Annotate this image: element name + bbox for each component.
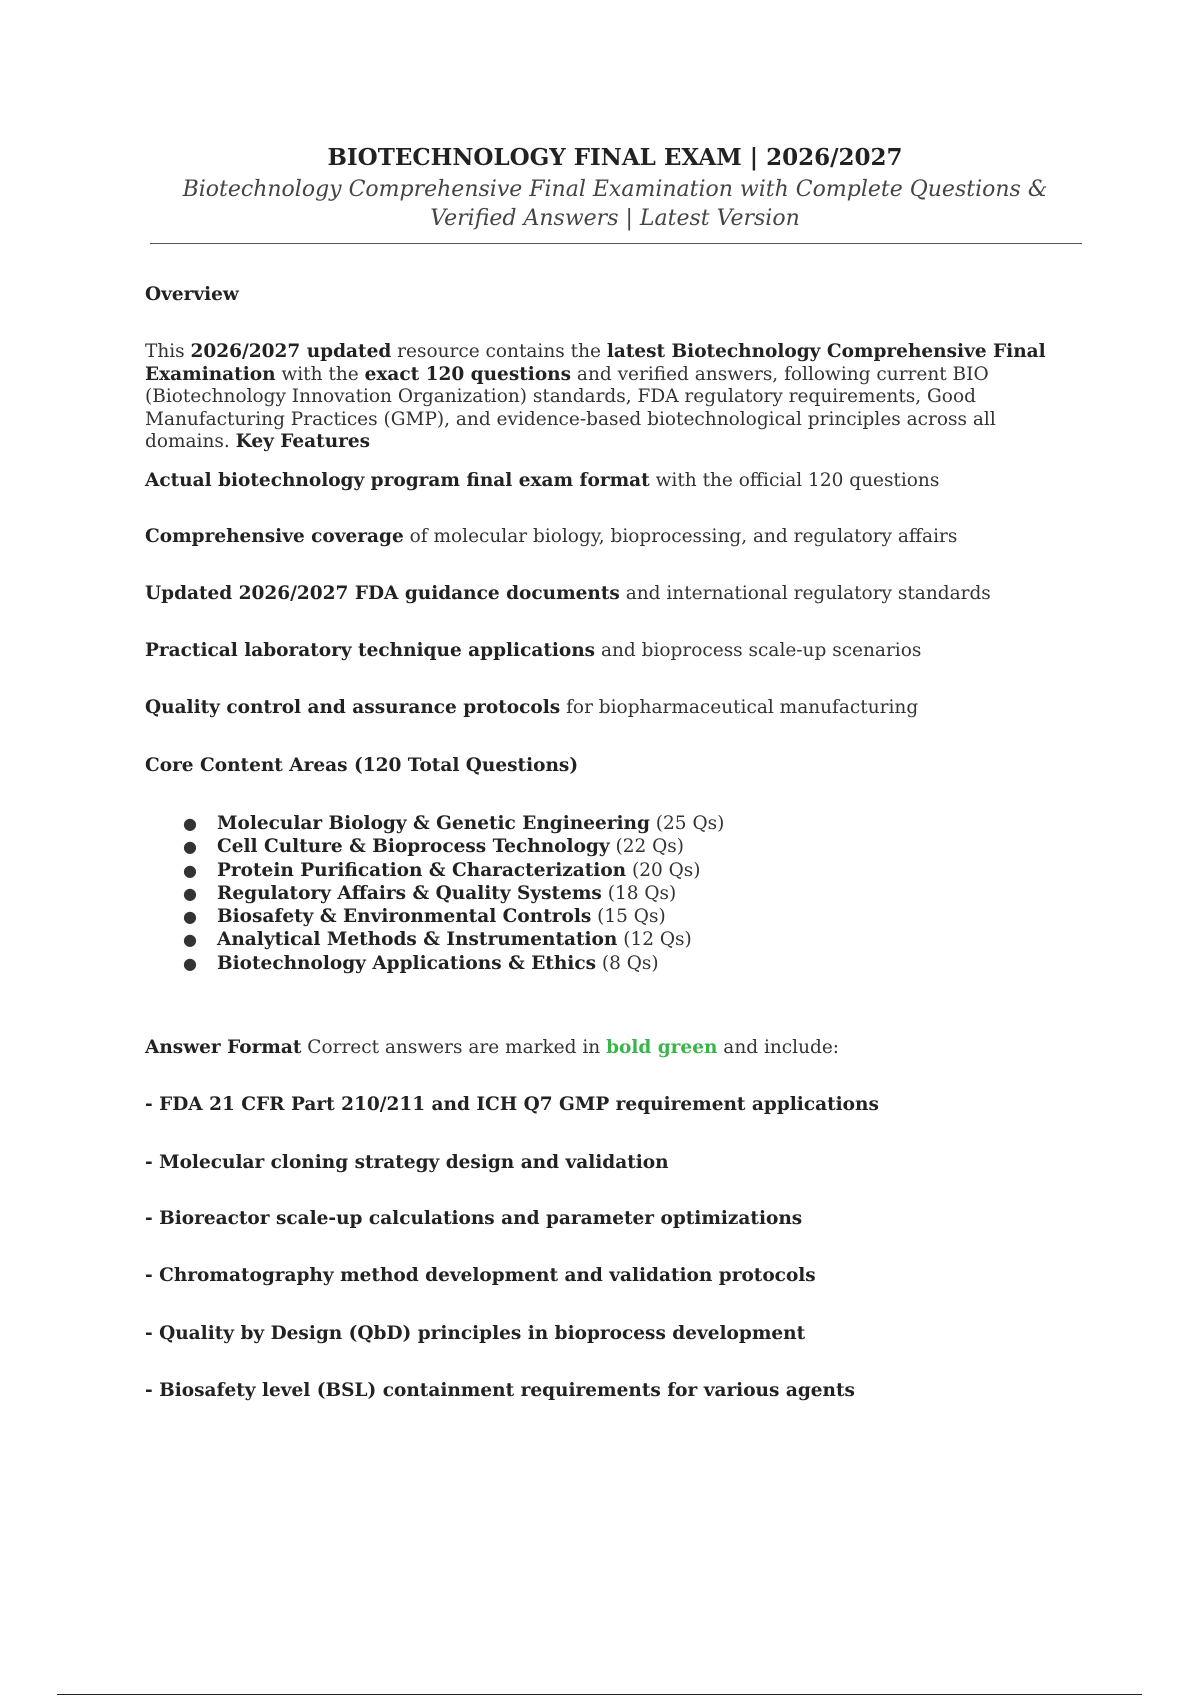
feature-item: Updated 2026/2027 FDA guidance documents and international regulatory standards — [145, 583, 991, 604]
feature-item: Practical laboratory technique applications and bioprocess scale-up scenarios — [145, 640, 922, 661]
document-subtitle: Biotechnology Comprehensive Final Examination with Complete Questions & Verified Answers | Latest Version — [182, 177, 1048, 231]
document-header — [150, 143, 1080, 233]
overview-paragraph: This 2026/2027 updated resource contains the latest Biotechnology Comprehensive Final Examination with the exact 120 questions and verified answers, following current BIO (Biotechnology Innovation Organization) standards, FDA regulatory requirements, Good Manufacturing Practices (GMP), and evidence-based biotechnological principles across all domains. Key Features — [145, 341, 1046, 452]
bullet-icon: ● — [183, 907, 197, 927]
answer-format-line: Answer Format Correct answers are marked in bold green and include: — [145, 1037, 840, 1058]
list-item: ● Cell Culture & Bioprocess Technology (22 Qs) — [183, 836, 684, 858]
green-highlight: bold green — [606, 1037, 718, 1058]
feature-item: Quality control and assurance protocols for biopharmaceutical manufacturing — [145, 697, 919, 718]
list-item: ● Protein Purification & Characterization (20 Qs) — [183, 859, 701, 881]
footer-divider — [57, 1694, 1142, 1695]
feature-item: Comprehensive coverage of molecular biology, bioprocessing, and regulatory affairs — [145, 526, 958, 547]
list-item: ● Biosafety & Environmental Controls (15 Qs) — [183, 906, 666, 928]
requirement-item: - Biosafety level (BSL) containment requirements for various agents — [145, 1380, 855, 1401]
bullet-icon: ● — [183, 860, 197, 880]
header-divider — [150, 243, 1082, 244]
bullet-icon: ● — [183, 883, 197, 903]
bullet-icon: ● — [183, 930, 197, 950]
bullet-icon: ● — [183, 837, 197, 857]
list-item: ● Analytical Methods & Instrumentation (12 Qs) — [183, 929, 692, 951]
document-title: BIOTECHNOLOGY FINAL EXAM | 2026/2027 — [327, 144, 903, 171]
bullet-icon: ● — [183, 814, 197, 833]
requirement-item: - Bioreactor scale-up calculations and parameter optimizations — [145, 1208, 803, 1229]
requirement-item: - Chromatography method development and validation protocols — [145, 1265, 816, 1286]
requirement-item: - Molecular cloning strategy design and validation — [145, 1152, 669, 1173]
overview-heading: Overview — [145, 284, 239, 305]
list-item: ● Biotechnology Applications & Ethics (8 Qs) — [183, 952, 659, 974]
list-item: ● Molecular Biology & Genetic Engineering (25 Qs) — [183, 813, 725, 834]
content-areas-list — [145, 812, 1075, 975]
key-features-label: Key Features — [235, 431, 371, 452]
requirement-item: - FDA 21 CFR Part 210/211 and ICH Q7 GMP requirement applications — [145, 1094, 879, 1115]
requirement-item: - Quality by Design (QbD) principles in bioprocess development — [145, 1323, 806, 1344]
feature-item: Actual biotechnology program final exam format with the official 120 questions — [145, 470, 940, 491]
list-item: ● Regulatory Affairs & Quality Systems (18 Qs) — [183, 882, 677, 904]
core-content-heading: Core Content Areas (120 Total Questions) — [145, 755, 579, 776]
bullet-icon: ● — [183, 953, 197, 973]
